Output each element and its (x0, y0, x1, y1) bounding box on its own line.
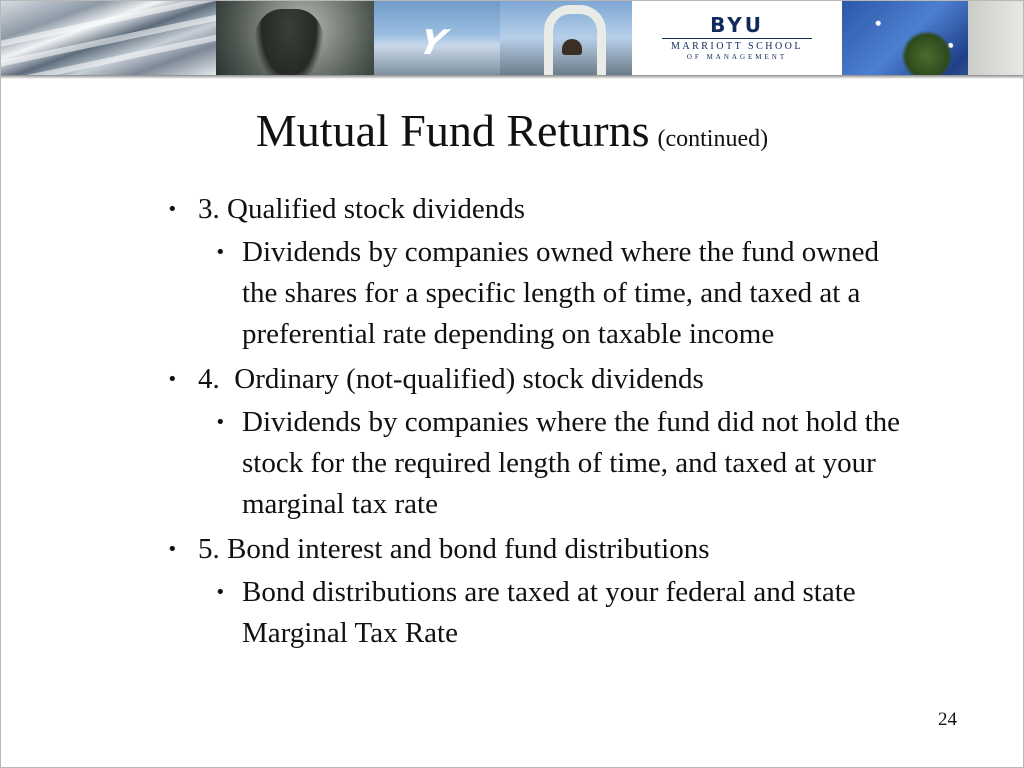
bullet-dot-icon: • (167, 369, 178, 390)
bullet-dot-icon: • (215, 412, 226, 433)
header-photo-steel (1, 1, 216, 75)
sub-bullet-item: • Dividends by companies where the fund did not hold the stock for the required length of time, and taxed at your marginal tax rate (167, 402, 902, 525)
bullet-item: • 3. Qualified stock dividends (167, 189, 927, 230)
byu-marriott-logo: BYU MARRIOTT SCHOOL OF MANAGEMENT (632, 1, 842, 75)
slide-title (1, 103, 1023, 159)
header-photo-bell-tower (500, 1, 632, 75)
sub-bullet-item: • Dividends by companies owned where the fund owned the shares for a specific length of time, and taxed at a preferential rate depending on taxable income (167, 232, 902, 355)
bullet-dot-icon: • (215, 242, 226, 263)
title-main: Mutual Fund Returns (255, 105, 650, 156)
header-divider (1, 75, 1023, 79)
bullet-dot-icon: • (167, 539, 178, 560)
bullet-item: • 4. Ordinary (not-qualified) stock dividends (167, 359, 927, 400)
header-photo-y-mountain: Y (374, 1, 500, 75)
title-subtitle: (continued) (657, 126, 769, 152)
header-photo-statue (216, 1, 374, 75)
bullet-dot-icon: • (167, 199, 178, 220)
sub-bullet-item: • Bond distributions are taxed at your federal and state Marginal Tax Rate (167, 572, 902, 654)
bullet-dot-icon: • (215, 582, 226, 603)
bullet-list (167, 188, 927, 658)
header-photo-campus (842, 1, 1023, 75)
page-number: 24 (938, 709, 957, 730)
header-banner (1, 1, 1023, 75)
bullet-item: • 5. Bond interest and bond fund distributions (167, 529, 927, 570)
